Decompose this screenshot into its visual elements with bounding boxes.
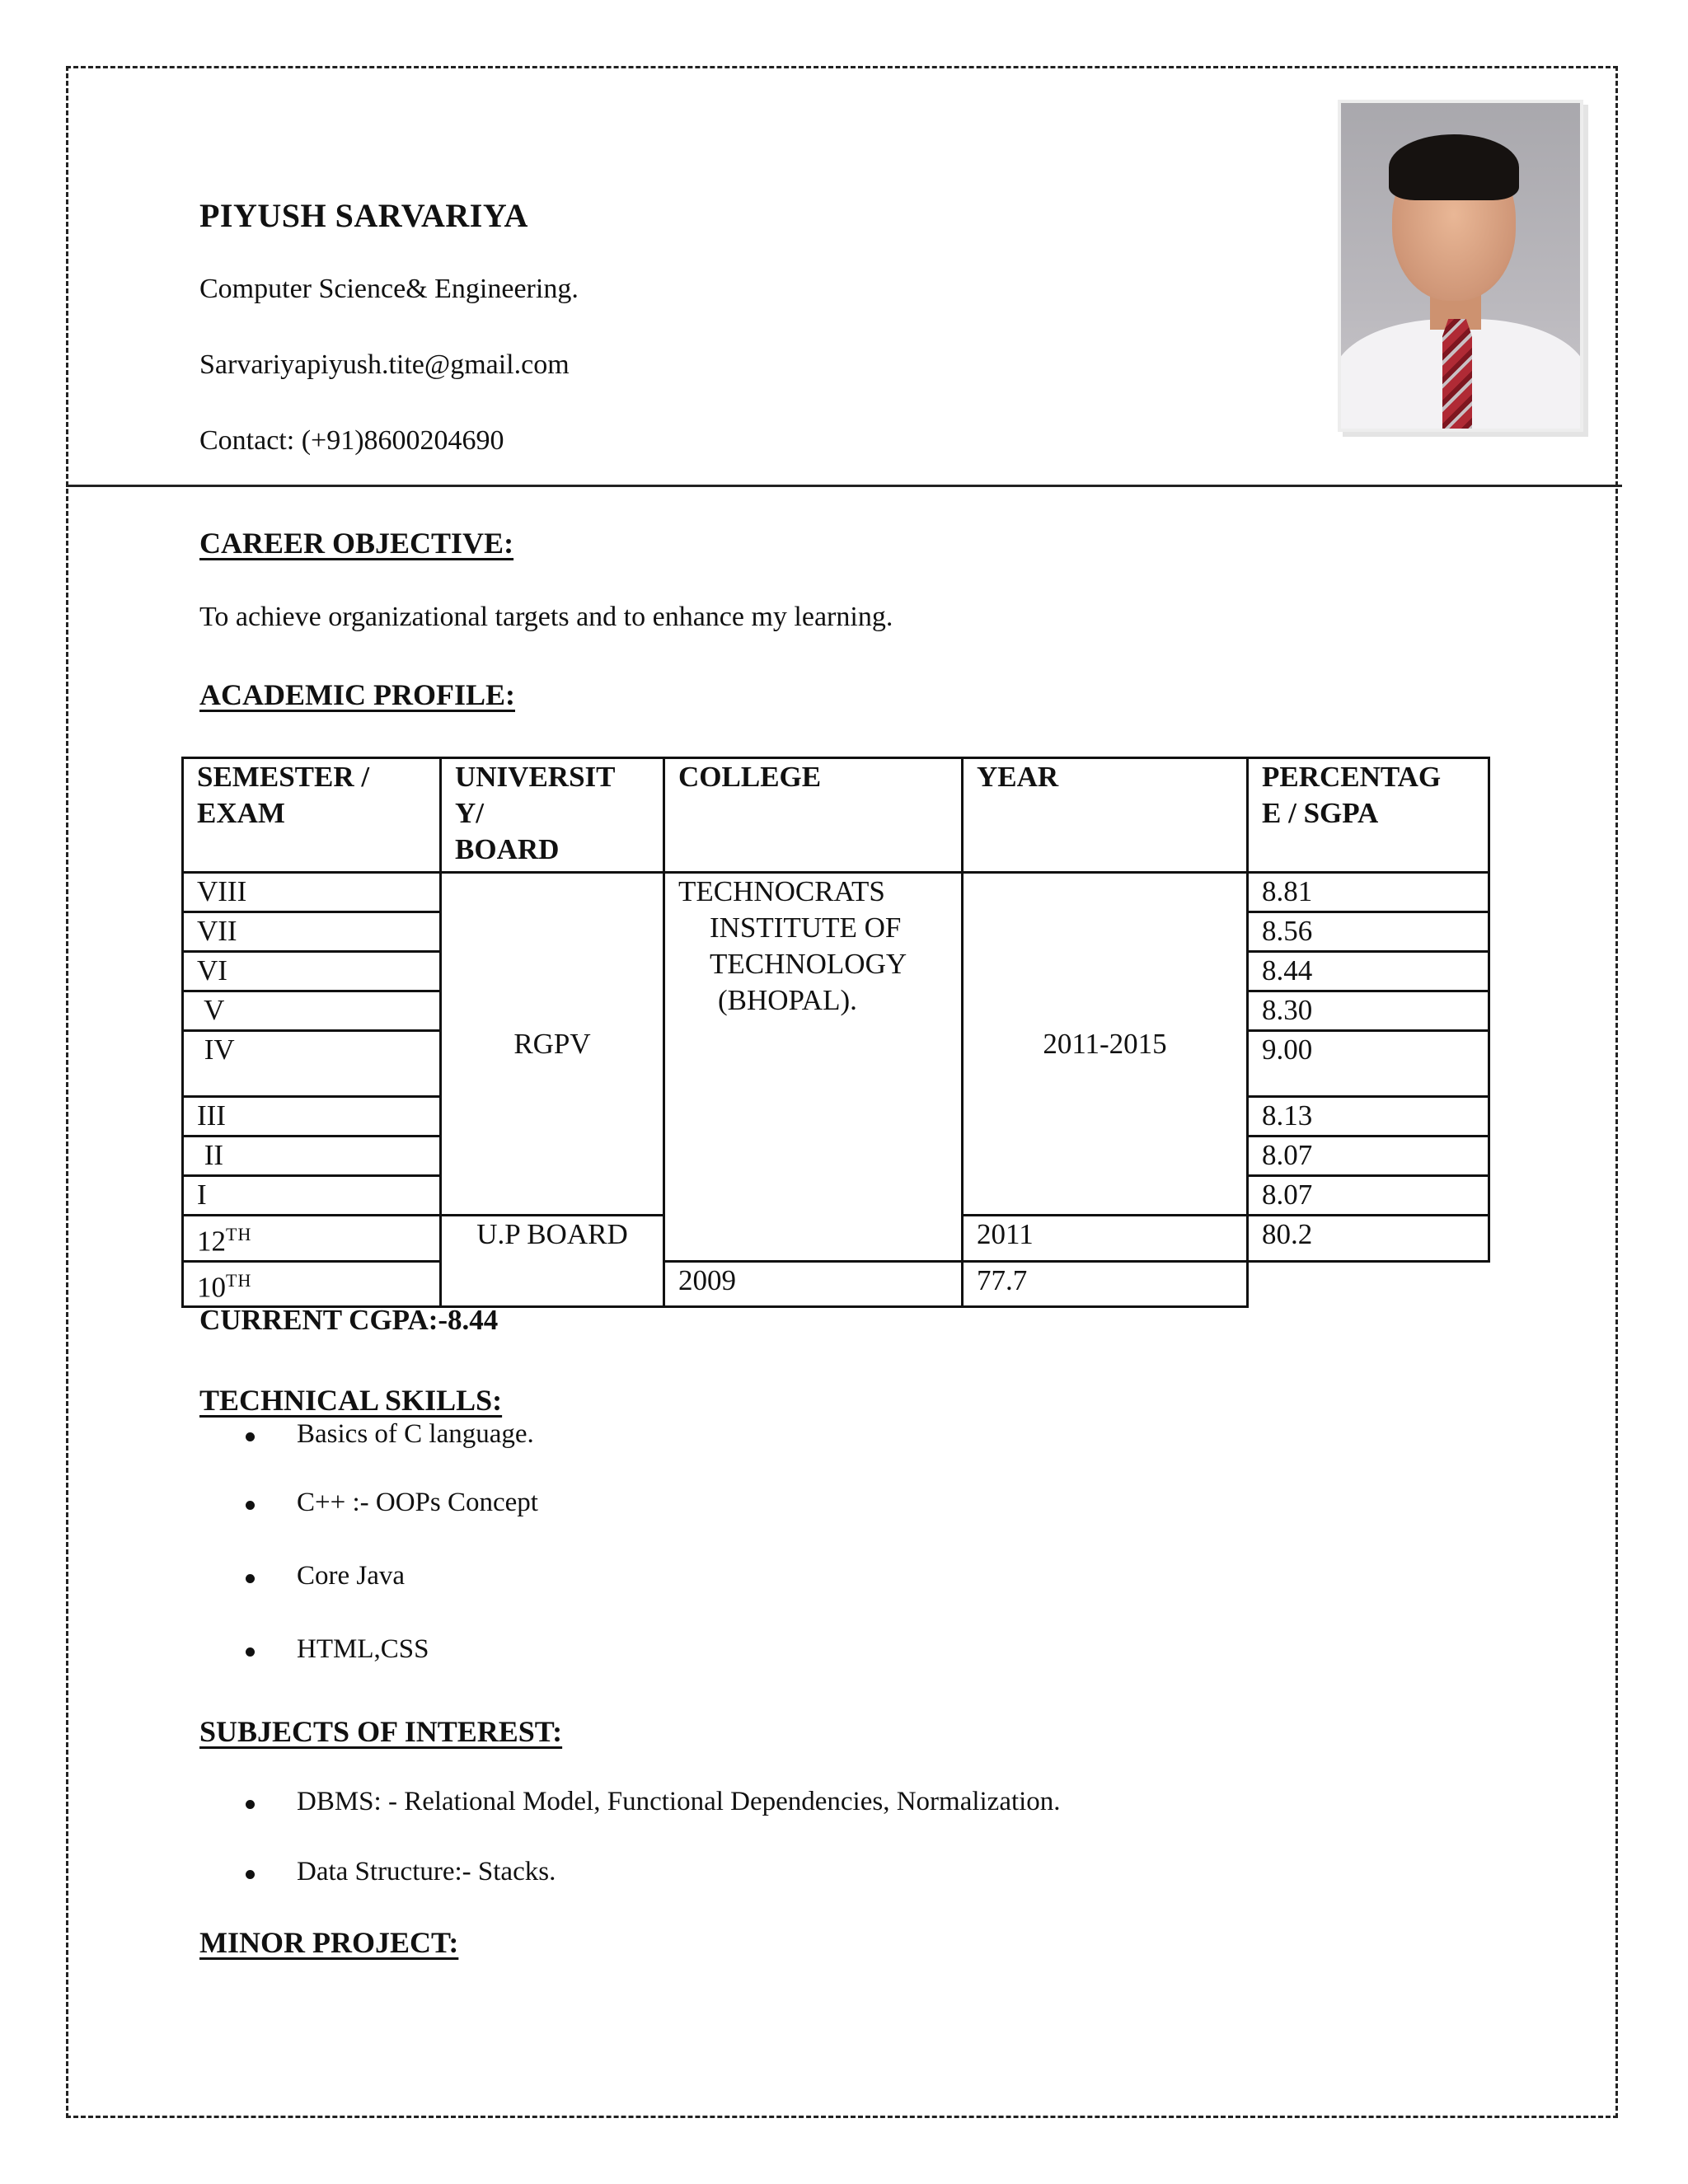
sgpa-cell: 8.56 bbox=[1248, 912, 1489, 952]
career-objective-heading: CAREER OBJECTIVE: bbox=[199, 527, 514, 560]
technical-skills-heading: TECHNICAL SKILLS: bbox=[199, 1384, 503, 1417]
sgpa-cell: 8.81 bbox=[1248, 873, 1489, 912]
sgpa-cell: 8.44 bbox=[1248, 952, 1489, 991]
list-item: Basics of C language. bbox=[199, 1419, 538, 1450]
career-objective-text: To achieve organizational targets and to enhance my learning. bbox=[199, 602, 893, 632]
college-cell bbox=[664, 873, 963, 1262]
subjects-of-interest-heading: SUBJECTS OF INTEREST: bbox=[199, 1715, 563, 1748]
college-line: TECHNOLOGY bbox=[710, 948, 907, 980]
semester-cell: I bbox=[183, 1176, 441, 1216]
list-item: DBMS: - Relational Model, Functional Dependencies, Normalization. bbox=[199, 1787, 1061, 1817]
university-cell: RGPV bbox=[441, 873, 664, 1216]
semester-cell: VI bbox=[183, 952, 441, 991]
photo-tie bbox=[1442, 319, 1472, 429]
year-cell: 2009 bbox=[664, 1261, 963, 1307]
college-line: INSTITUTE OF bbox=[710, 912, 902, 944]
semester-cell: II bbox=[183, 1137, 441, 1176]
col-percentage: PERCENTAG E / SGPA bbox=[1248, 758, 1489, 873]
sgpa-cell: 8.07 bbox=[1248, 1137, 1489, 1176]
bullet-icon bbox=[246, 1800, 255, 1809]
year-cell: 2011 bbox=[963, 1216, 1248, 1262]
table-row bbox=[183, 873, 1489, 912]
academic-table bbox=[181, 757, 1490, 1308]
list-item: C++ :- OOPs Concept bbox=[199, 1488, 538, 1518]
list-item: Data Structure:- Stacks. bbox=[199, 1857, 1061, 1887]
semester-cell: V bbox=[183, 991, 441, 1031]
sgpa-cell: 8.30 bbox=[1248, 991, 1489, 1031]
bullet-icon bbox=[246, 1501, 255, 1510]
list-item: HTML,CSS bbox=[199, 1634, 538, 1665]
email-text: Sarvariyapiyush.tite@gmail.com bbox=[199, 349, 570, 380]
candidate-name: PIYUSH SARVARIYA bbox=[199, 197, 528, 234]
minor-project-heading: MINOR PROJECT: bbox=[199, 1926, 459, 1959]
sgpa-cell: 9.00 bbox=[1248, 1031, 1489, 1097]
semester-cell: IV bbox=[183, 1031, 441, 1097]
col-year: YEAR bbox=[963, 758, 1248, 873]
college-line: (BHOPAL). bbox=[718, 984, 857, 1016]
table-row bbox=[183, 1261, 1489, 1307]
profile-photo bbox=[1341, 103, 1580, 429]
technical-skills-list bbox=[199, 1419, 538, 1665]
college-line: TECHNOCRATS bbox=[678, 875, 885, 907]
percentage-cell: 80.2 bbox=[1248, 1216, 1489, 1262]
branch-text: Computer Science& Engineering. bbox=[199, 274, 579, 304]
header-divider bbox=[66, 485, 1622, 487]
table-header-row bbox=[183, 758, 1489, 873]
bullet-icon bbox=[246, 1647, 255, 1657]
sgpa-cell: 8.13 bbox=[1248, 1097, 1489, 1137]
current-cgpa: CURRENT CGPA:-8.44 bbox=[199, 1304, 499, 1336]
exam-cell: 10TH bbox=[183, 1261, 441, 1307]
col-university: UNIVERSIT Y/ BOARD bbox=[441, 758, 664, 873]
contact-text: Contact: (+91)8600204690 bbox=[199, 425, 504, 456]
semester-cell: III bbox=[183, 1097, 441, 1137]
col-semester: SEMESTER / EXAM bbox=[183, 758, 441, 873]
photo-hair bbox=[1389, 134, 1519, 200]
board-cell: U.P BOARD bbox=[441, 1216, 664, 1307]
sgpa-cell: 8.07 bbox=[1248, 1176, 1489, 1216]
col-college: COLLEGE bbox=[664, 758, 963, 873]
percentage-cell: 77.7 bbox=[963, 1261, 1248, 1307]
bullet-icon bbox=[246, 1870, 255, 1879]
semester-cell: VII bbox=[183, 912, 441, 952]
list-item: Core Java bbox=[199, 1561, 538, 1591]
bullet-icon bbox=[246, 1574, 255, 1583]
subjects-list bbox=[199, 1787, 1061, 1887]
academic-profile-heading: ACADEMIC PROFILE: bbox=[199, 678, 515, 711]
exam-cell: 12TH bbox=[183, 1216, 441, 1262]
semester-cell: VIII bbox=[183, 873, 441, 912]
degree-years-cell: 2011-2015 bbox=[963, 873, 1248, 1216]
bullet-icon bbox=[246, 1432, 255, 1441]
